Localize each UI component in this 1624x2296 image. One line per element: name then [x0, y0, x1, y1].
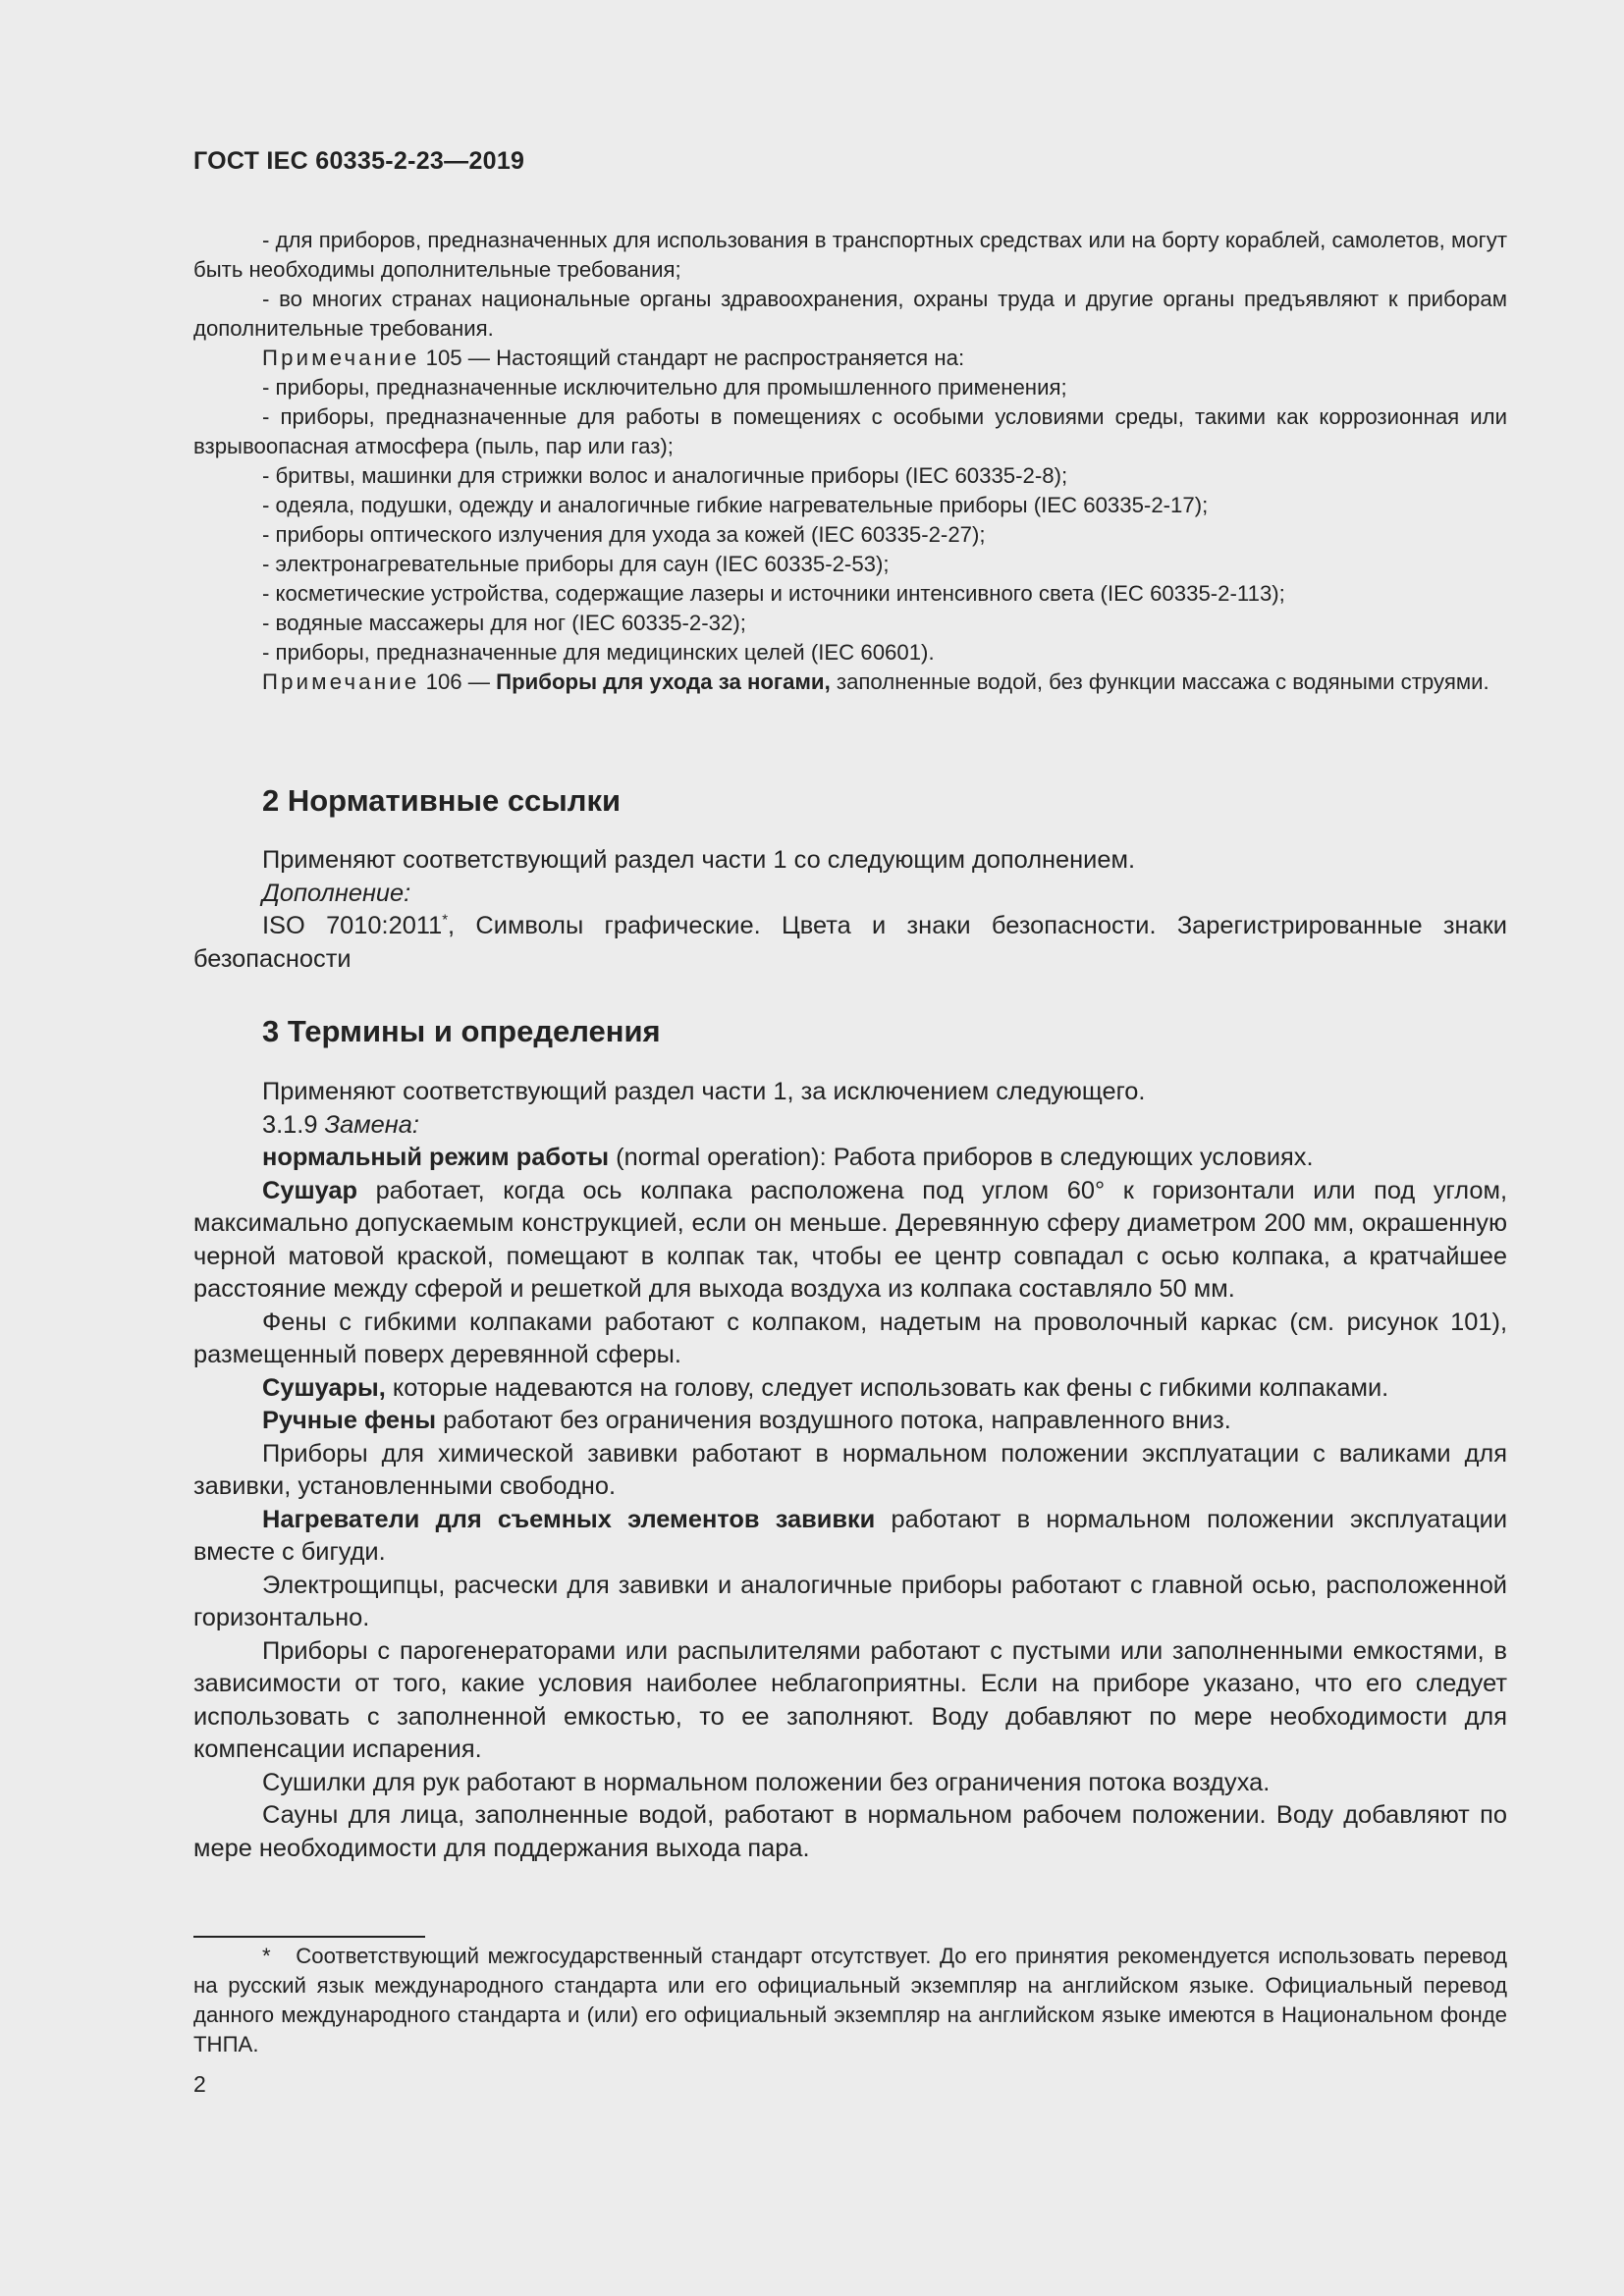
scope-continuation [193, 226, 1507, 697]
footnote-paragraph [193, 1942, 1507, 2059]
page-number: 2 [193, 2071, 206, 2097]
definition-term: нормальный режим работы [262, 1144, 610, 1171]
reference-code: ISO 7010:2011 [262, 912, 443, 939]
paragraph: Приборы с парогенераторами или распылителями работают с пустыми или заполненными емкостями, в зависимости от того, какие условия наиболее неблагоприятны. Если на приборе указано, что его следует использовать с заполненной емкостью, то ее заполняют. Воду добавляют по мере необходимости для компенсации испарения. [193, 1636, 1507, 1763]
footnote [193, 1942, 1507, 2059]
paragraph [193, 1405, 1507, 1438]
list-item: - приборы, предназначенные исключительно для промышленного применения; [262, 375, 1067, 400]
footnote-separator [193, 1936, 425, 1938]
text: работают в нормальном положении эксплуатации вместе с бигуди. [193, 1505, 1507, 1566]
paragraph: Фены с гибкими колпаками работают с колпаком, надетым на проволочный каркас (см. рисунок 101), размещенный поверх деревянной сферы. [193, 1308, 1507, 1368]
document-page [193, 0, 1507, 2296]
paragraph: Электрощипцы, расчески для завивки и аналогичные приборы работают с главной осью, расположенной горизонтально. [193, 1571, 1507, 1631]
list-item: - электронагревательные приборы для саун (IEC 60335-2-53); [262, 552, 890, 576]
list-item: - приборы оптического излучения для ухода за кожей (IEC 60335-2-27); [262, 522, 986, 547]
note-text: 105 — Настоящий стандарт не распространяется на: [425, 346, 965, 370]
text: работает, когда ось колпака расположена под углом 60° к горизонтали или под углом, максимально допускаемым конструкцией, если он меньше. Деревянную сферу диаметром 200 мм, окрашенную черной матовой краской, помещают в колпак так, чтобы ее центр совпадал с осью колпака, а кратчайшее расстояние между сферой и решеткой для выхода воздуха из колпака составляло 50 мм. [193, 1176, 1507, 1303]
note-number: 106 — [419, 669, 497, 694]
paragraph: Применяют соответствующий раздел части 1, за исключением следующего. [262, 1078, 1146, 1105]
note-term: Приборы для ухода за ногами, [496, 669, 831, 694]
paragraph: Сауны для лица, заполненные водой, работают в нормальном рабочем положении. Воду добавляют по мере необходимости для поддержания выхода пара. [193, 1801, 1507, 1862]
footnote-mark: * [442, 911, 449, 929]
list-item: - одеяла, подушки, одежду и аналогичные гибкие нагревательные приборы (IEC 60335-2-17); [262, 493, 1209, 517]
definition [193, 1142, 1507, 1175]
definition-text: (normal operation): Работа приборов в следующих условиях. [609, 1144, 1314, 1171]
paragraph: Сушилки для рук работают в нормальном положении без ограничения потока воздуха. [262, 1768, 1271, 1796]
paragraph: - для приборов, предназначенных для использования в транспортных средствах или на борту кораблей, самолетов, могут быть необходимы дополнительные требования; [193, 228, 1507, 282]
addition-label: Дополнение: [262, 879, 411, 907]
term: Нагреватели для съемных элементов завивки [262, 1505, 876, 1533]
paragraph [193, 878, 1507, 911]
paragraph [193, 1372, 1507, 1406]
section-3-body [193, 1076, 1507, 1865]
term: Ручные фены [262, 1407, 437, 1434]
list-item: - бритвы, машинки для стрижки волос и аналогичные приборы (IEC 60335-2-8); [262, 463, 1068, 488]
reference-text: , Символы графические. Цвета и знаки безопасности. Зарегистрированные знаки безопасности [193, 912, 1507, 973]
reference-item [193, 910, 1507, 976]
list-item: - косметические устройства, содержащие лазеры и источники интенсивного света (IEC 60335-2-113); [262, 581, 1285, 606]
paragraph [193, 1175, 1507, 1307]
term: Сушуар [262, 1176, 358, 1204]
paragraph [193, 1504, 1507, 1570]
list-item: - приборы, предназначенные для работы в помещениях с особыми условиями среды, такими как коррозионная или взрывоопасная атмосфера (пыль, пар или газ); [193, 404, 1507, 458]
clause-label: Замена: [324, 1110, 419, 1139]
note-105 [193, 344, 1507, 373]
note-106 [193, 667, 1507, 697]
footnote-mark: * [262, 1944, 271, 1968]
text: которые надеваются на голову, следует использовать как фены с гибкими колпаками. [385, 1373, 1389, 1402]
paragraph: - во многих странах национальные органы здравоохранения, охраны труда и другие органы предъявляют к приборам дополнительные требования. [193, 287, 1507, 341]
paragraph: Приборы для химической завивки работают в нормальном положении эксплуатации с валиками для завивки, установленными свободно. [193, 1439, 1507, 1500]
section-2-body [193, 844, 1507, 976]
list-item: - приборы, предназначенные для медицинских целей (IEC 60601). [262, 640, 935, 665]
paragraph: Применяют соответствующий раздел части 1 со следующим дополнением. [262, 846, 1135, 874]
list-item: - водяные массажеры для ног (IEC 60335-2-32); [262, 611, 746, 635]
section-heading-3: 3 Термины и определения [262, 1014, 661, 1048]
clause-number: 3.1.9 [262, 1110, 325, 1139]
footnote-text: Соответствующий межгосударственный стандарт отсутствует. До его принятия рекомендуется использовать перевод на русский язык международного стандарта или его официальный экземпляр на английском языке. Официальный перевод данного международного стандарта и (или) его официальный экземпляр на английском языке имеются в Национальном фонде ТНПА. [193, 1944, 1508, 2056]
note-label: Примечание [262, 346, 420, 370]
term: Сушуары, [262, 1373, 386, 1402]
clause [193, 1109, 1507, 1143]
text: работают без ограничения воздушного потока, направленного вниз. [436, 1407, 1231, 1434]
section-heading-2: 2 Нормативные ссылки [262, 783, 622, 818]
document-header: ГОСТ IEC 60335-2-23—2019 [193, 147, 525, 175]
note-text: заполненные водой, без функции массажа с водяными струями. [830, 669, 1489, 694]
note-label: Примечание [262, 669, 420, 694]
